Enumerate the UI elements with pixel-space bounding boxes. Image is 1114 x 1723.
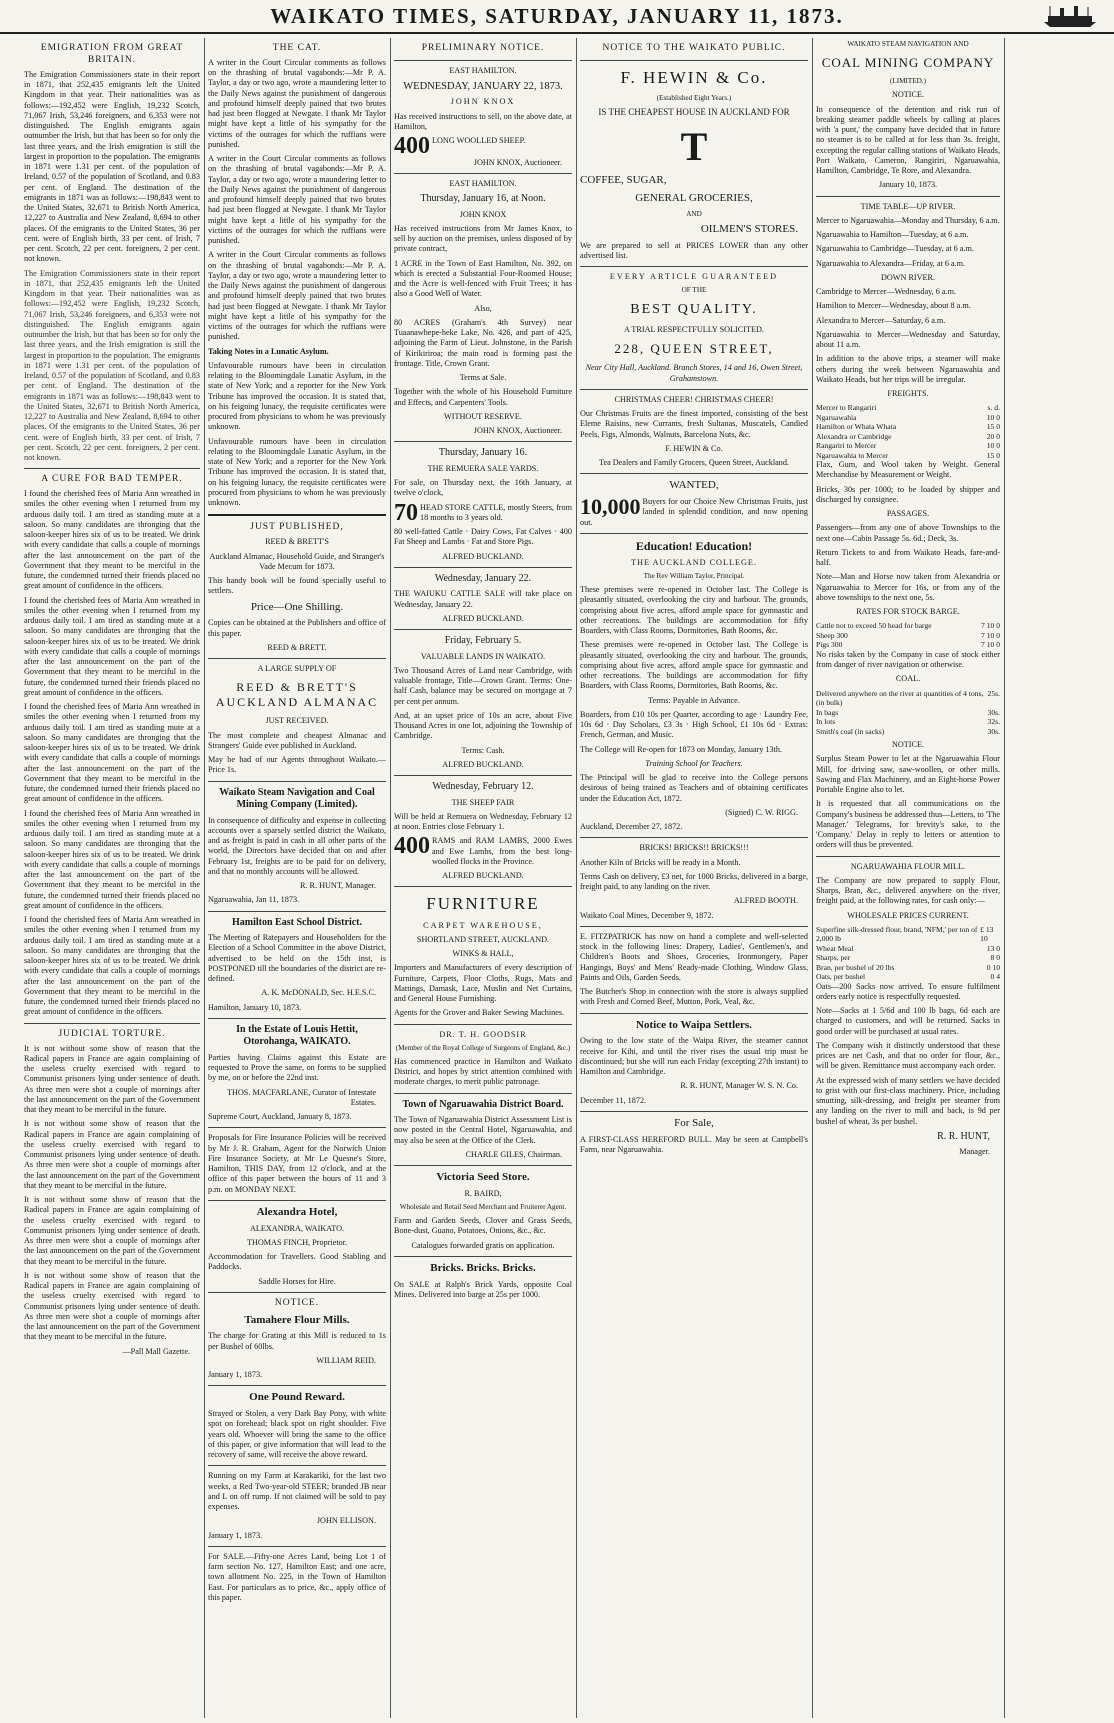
ad-heading: DR. T. H. GOODSIR	[439, 1029, 527, 1039]
article-text: I found the cherished fees of Maria Ann wreathed in smiles the other evening when I returned from my arduous daily toil. I am tired as standing mute at a saloon. So many candidates are thronging that the saloon-keeper hires six of us to be treated. We drink with every candidate that calls a couple of mornings after the last announcement on the part of the Government that they meant to be merciful in the future, the condemned turned their friends placed no great amount of confidence in the officers.	[24, 489, 200, 591]
article-text: Unfavourable rumours have been in circulation relating to the Bloomingdale Lunatic Asylum, in the state of New York; and a reporter for the New York Tribune has improved the occasion. It is stated that, on his feigning lunacy, the requisite certificates were procured from physicians to whom he was previously unknown.	[208, 360, 386, 432]
ad-text: Owing to the low state of the Waipa River, the steamer cannot receive for Kihi, and until the river rises the usual trip must be discontinued; but she will run each Friday (excepting 27th instant) to Hamilton and Cambridge.	[580, 1036, 808, 1077]
ad-text: IS THE CHEAPEST HOUSE IN AUCKLAND FOR	[598, 107, 790, 118]
article-heading: JUDICIAL TORTURE.	[58, 1028, 166, 1039]
auctioneer-name: JOHN KNOX	[459, 209, 507, 219]
tea-drop-letter: T	[680, 124, 708, 170]
ad-text: In addition to the above trips, a steamer will make others during the week between Ngaruawahia and Waikato Heads, but her trips will be irregular.	[816, 354, 1000, 384]
ad-text: OILMEN'S STORES.	[700, 222, 798, 235]
ad-text: Near City Hall, Auckland. Branch Stores, 14 and 16, Owen Street, Grahamstown.	[585, 363, 803, 383]
ad-heading: TIME TABLE—UP RIVER.	[860, 201, 956, 211]
article-heading: A CURE FOR BAD TEMPER.	[41, 474, 183, 485]
divider	[208, 1546, 386, 1547]
ad-text: Auckland Almanac, Household Guide, and Stranger's Vade Mecum for 1873.	[209, 551, 385, 571]
ad-text: The Meeting of Ratepayers and Householders for the Election of a School Committee in the above District, advertised to be held on the 15th inst, is POSTPONED till the boundaries of the district are re-defined.	[208, 933, 386, 983]
ad-text: In consequence of difficulty and expense in collecting accounts over a sparsely settled district the Waikato, and as freight is paid in cash in all other parts of the world, the Directors have decided that on and after February 1st, freights are to be paid for on delivery, and that no monthly accounts will be allowed.	[208, 815, 386, 876]
ad-heading: For Sale,	[674, 1116, 714, 1129]
price-row: Bran, per bushel of 20 lbs 0 10	[816, 962, 1000, 972]
ad-text: Proposals for Fire Insurance Policies will be received by Mr J. R. Graham, Agent for the Norwich Union Fire Insurance Society, at Mr Le Quesne's Store, Hamilton, THIS DAY, from 12 o'clock, and at the office of this paper between the hours of 11 and 3 p.m. on MONDAY NEXT.	[208, 1133, 386, 1194]
article-text: I found the cherished fees of Maria Ann wreathed in smiles the other evening when I returned from my arduous daily toil. I am tired as standing mute at a saloon. So many candidates are thronging that the saloon-keeper hires six of us to be treated. We drink with every candidate that calls a couple of mornings after the last announcement on the part of the Government that they meant to be merciful in the future, the condemned turned their friends placed no great amount of confidence in the officers.	[24, 808, 200, 910]
timetable-row: Ngaruawahia to Mercer—Wednesday and Saturday, about 11 a.m.	[816, 329, 1000, 349]
ad-text: The Town of Ngaruawahia District Assessment List is now posted in the Central Hotel, Ngaruawahia, and may also be seen at the Office of the Clerk.	[394, 1115, 572, 1145]
divider	[816, 856, 1000, 857]
divider	[394, 629, 572, 630]
masthead-rule	[0, 32, 1114, 34]
ad-heading: Waikato Steam Navigation and Coal Mining Company (Limited).	[219, 786, 375, 810]
price-row: Sharps, per 8 0	[816, 953, 1000, 963]
ad-text: We are prepared to sell at PRICES LOWER than any other advertised list.	[580, 240, 808, 260]
firm-name: F. HEWIN & Co.	[620, 67, 768, 87]
ad-heading: CARPET WAREHOUSE,	[423, 920, 543, 930]
divider	[580, 60, 808, 61]
stock-row: Cattle not to exceed 50 head for barge 7 10 0	[816, 621, 1000, 631]
ad-text: R. BAIRD,	[464, 1188, 502, 1198]
ad-heading: Bricks. Bricks. Bricks.	[430, 1261, 536, 1274]
ad-text: Oats—200 Sacks now arrived. To ensure fulfilment orders early notice is respectfully requested.	[816, 981, 1000, 1001]
divider	[816, 196, 1000, 197]
ad-text: EVERY ARTICLE GUARANTEED	[609, 272, 779, 282]
stock-row: Pigs 300 7 10 0	[816, 640, 1000, 650]
divider	[394, 441, 572, 442]
ad-heading: NOTICE.	[274, 1297, 320, 1308]
ad-text: GENERAL GROCERIES,	[635, 192, 753, 205]
source-credit: —Pall Mall Gazette.	[122, 1346, 190, 1356]
ad-heading: NOTICE.	[891, 740, 925, 750]
freight-row: Hamilton or Whata Whata 15 0	[816, 422, 1000, 432]
ad-text: Flax, Gum, and Wool taken by Weight. General Merchandise by Measurement or Weight.	[816, 460, 1000, 480]
ad-signature: ALFRED BOOTH.	[733, 896, 798, 906]
ad-heading: Tamahere Flour Mills.	[244, 1313, 350, 1326]
ad-signature: CHARLE GILES, Chairman.	[465, 1149, 562, 1159]
divider	[208, 781, 386, 782]
ad-text: Tea Dealers and Family Grocers, Queen Street, Auckland.	[599, 458, 789, 468]
ad-text: The Principal will be glad to receive into the College persons desirous of being trained as Teachers and of obtaining certificates under the Education Act, 1872.	[580, 773, 808, 803]
timetable-row: Ngaruawahia to Cambridge—Tuesday, at 6 a.m.	[816, 244, 974, 254]
ad-text: WITHOUT RESERVE.	[444, 411, 522, 421]
ad-text: A TRIAL RESPECTFULLY SOLICITED.	[624, 324, 764, 334]
ad-heading: VALUABLE LANDS IN WAIKATO.	[420, 651, 546, 661]
ad-date: December 11, 1872.	[580, 1095, 647, 1105]
column-2	[208, 40, 386, 1716]
masthead	[0, 4, 1114, 30]
sale-date: Thursday, January 16, at Noon.	[420, 193, 546, 205]
column-3	[394, 40, 572, 1716]
divider	[394, 1165, 572, 1166]
timetable-row: Mercer to Ngaruawahia—Monday and Thursday, 6 a.m.	[816, 215, 1000, 225]
sale-number: 400	[394, 133, 430, 159]
ad-title: REED & BRETT'S	[265, 537, 329, 547]
freight-row: Mercer to Rangariri s. d.	[816, 403, 1000, 413]
article-heading-inline: Taking Notes in a Lunatic Asylum.	[208, 346, 329, 356]
ad-text: Catalogues forwarded gratis on application.	[411, 1240, 555, 1250]
article-text: It is not without some show of reason that the Radical papers in France are again complaining of the useless cruelty exercised with regard to Communist prisoners lying under sentence of death. As three men were shot a couple of mornings after the last announcement on the part of the Government that they meant to be merciful in the future.	[24, 1119, 200, 1190]
ad-text: These premises were re-opened in October last. The College is pleasantly situated, overlooking the city and harbour. The grounds, comprising about five acres, afford ample space for gymnastic and other recreations. The buildings are accommodation for fifty Boarders, with Class Rooms, Dormitories, Bath Rooms, &c.	[580, 585, 808, 636]
ad-text: Farm and Garden Seeds, Clover and Grass Seeds, Bone-dust, Guano, Potatoes, Onions, &c., &c.	[394, 1216, 572, 1236]
ad-heading: PASSAGES.	[886, 509, 930, 519]
ad-text: Wholesale and Retail Seed Merchant and Fruiterer Agent.	[399, 1203, 567, 1212]
timetable-row: Alexandra to Mercer—Saturday, 6 a.m.	[816, 315, 946, 325]
column-divider	[812, 38, 813, 1718]
ad-text: Our Christmas Fruits are the finest imported, consisting of the best Eleme Raisins, new Currants, fresh Sultanas, Muscatels, Candied Peels, Figs, Almonds, Walnuts, Barcelona Nuts, &c.	[580, 409, 808, 439]
ad-price: Price—One Shilling.	[250, 600, 344, 613]
divider	[24, 468, 200, 469]
ad-text: The Butcher's Shop in connection with the store is always supplied with Fresh and Corned Beef, Mutton, Pork, Veal, &c.	[580, 987, 808, 1007]
ad-text: Accommodation for Travellers. Good Stabling and Paddocks.	[208, 1252, 386, 1272]
ad-date: Waikato Coal Mines, December 9, 1872.	[580, 910, 714, 920]
article-text: I found the cherished fees of Maria Ann wreathed in smiles the other evening when I returned from my arduous daily toil. I am tired as standing mute at a saloon. So many candidates are thronging that the saloon-keeper hires six of us to be treated. We drink with every candidate that calls a couple of mornings after the last announcement on the part of the Government that they meant to be merciful in the future, the condemned turned their friends placed no great amount of confidence in the officers.	[24, 595, 200, 697]
ad-date: January 1, 1873.	[208, 1530, 263, 1540]
ad-text: Has received instructions from Mr James Knox, to sell by auction on the premises, unless disposed of by private contract,	[394, 223, 572, 254]
ad-text: COFFEE, SUGAR,	[580, 174, 667, 187]
article-text: I found the cherished fees of Maria Ann wreathed in smiles the other evening when I returned from my arduous daily toil. I am tired as standing mute at a saloon. So many candidates are thronging that the saloon-keeper hires six of us to be treated. We drink with every candidate that calls a couple of mornings after the last announcement on the part of the Government that they meant to be merciful in the future, the condemned turned their friends placed no great amount of confidence in the officers.	[24, 915, 200, 1017]
column-1	[24, 40, 200, 1716]
article-heading: EMIGRATION FROM GREAT BRITAIN.	[40, 43, 184, 65]
ad-text: JUST RECEIVED.	[265, 716, 329, 726]
ad-heading: In the Estate of Louis Hettit, Otorohanga, WAIKATO.	[236, 1023, 358, 1048]
ad-text: Copies can be obtained at the Publishers and office of this paper.	[208, 618, 386, 638]
ad-text: The charge for Grating at this Mill is reduced to 1s per Bushel of 60lbs.	[208, 1331, 386, 1351]
divider	[208, 911, 386, 912]
article-text: A writer in the Court Circular comments as follows on the thrashing of brutal vagabonds:—Mr P. A. Taylor, a day or two ago, wrote a maundering letter to the Daily News against the punishment of dangerous and profound himself deeply pained that two brutes had just been flogged at Newgate. I thank Mr Taylor might have kept a little of his sympathy for the victims of the outrages for which the ruffians were punished.	[208, 57, 386, 149]
ad-heading: One Pound Reward.	[249, 1391, 345, 1404]
sale-number-line: 400 LONG WOOLLED SHEEP.	[394, 133, 526, 159]
ad-text: Terms: Cash.	[461, 745, 505, 755]
ad-text: 80 ACRES (Graham's 4th Survey) near Tuaanawhepe-heke Lake, No. 426, and part of 425, adjoining the Farm of Lieut. Johnstone, in the Parish of Kirikiriroa; the main road is forming past the frontage. Title, Crown Grant.	[394, 317, 572, 368]
ad-heading: JUST PUBLISHED,	[250, 522, 344, 533]
ad-text: No risks taken by the Company in case of stock either from danger of river navigation or otherwise.	[816, 649, 1000, 670]
ad-signature: REED & BRETT.	[267, 642, 327, 652]
ad-text: Boarders, from £10 10s per Quarter, according to age · Laundry Fee, 10s 6d · Day Scholars, £3 3s · High School, £1 10s 6d · Extras: French, German, and Music.	[580, 709, 808, 740]
sale-number: 400	[394, 833, 430, 860]
column-4	[580, 40, 808, 1716]
ad-text: Terms at Sale.	[459, 373, 507, 383]
ad-text: Agents for the Grover and Baker Sewing Machines.	[394, 1008, 565, 1018]
divider	[580, 837, 808, 838]
ad-heading: Notice to Waipa Settlers.	[636, 1018, 752, 1031]
freight-row: Rangariri to Mercer 10 0	[816, 441, 1000, 451]
ad-date: Hamilton, January 10, 1873.	[208, 1002, 302, 1012]
ad-date: Auckland, December 27, 1872.	[580, 822, 683, 832]
ad-text: Terms Cash on delivery, £3 net, for 1000 Bricks, delivered in a barge, freight paid, to any landing on the river.	[580, 871, 808, 892]
ad-heading: Town of Ngaruawahia District Board.	[402, 1098, 564, 1110]
sale-number: 70	[394, 499, 418, 526]
ad-title-large: FURNITURE	[426, 894, 540, 914]
ad-text: Passengers—from any one of above Townships to the next one—Cabin Passage 5s. 6d.; Deck, 3s.	[816, 523, 1000, 543]
ad-signature: A. K. McDONALD, Sec. H.E.S.C.	[261, 988, 376, 998]
sale-date: WEDNESDAY, JANUARY 22, 1873.	[403, 81, 563, 93]
ad-text: (Member of the Royal College of Surgeons of England, &c.)	[395, 1043, 571, 1052]
ad-text: It is requested that all communications on the Company's business be addressed thus—Letters, to 'The Manager.' Telegrams, for brevity's sake, to the 'Company.' Delay in reply to letters or attention to orders will thus be prevented.	[816, 799, 1000, 850]
article-text: Unfavourable rumours have been in circulation relating to the Bloomingdale Lunatic Asylum, in the state of New York; and a reporter for the New York Tribune has improved the occasion. It is stated that, on his feigning lunacy, the requisite certificates were procured from physicians to whom he was previously unknown.	[208, 436, 386, 508]
ad-date: January 10, 1873.	[878, 180, 938, 190]
company-header: WAIKATO STEAM NAVIGATION AND	[847, 40, 969, 48]
address: 228, QUEEN STREET,	[614, 341, 774, 357]
timetable-row: Hamilton to Mercer—Wednesday, about 8 a.m.	[816, 301, 971, 311]
ad-text: Terms: Payable in Advance.	[648, 695, 740, 705]
ad-signature: F. HEWIN & Co.	[665, 443, 723, 453]
price-row: Superfine silk-dressed flour, brand, 'NFM,' per ton of 2,000 lb £ 13 10	[816, 924, 994, 944]
ad-text: Together with the whole of his Household Furniture and Effects, and Carpenters' Tools.	[394, 387, 572, 407]
freight-row: Alexandra or Cambridge 20 0	[816, 431, 1000, 441]
divider	[208, 1127, 386, 1128]
ad-signature: ALFRED BUCKLAND.	[442, 759, 524, 769]
ad-text: Training School for Teachers.	[645, 758, 743, 768]
timetable-row: Ngaruawahia to Alexandra—Friday, at 6 a.m.	[816, 258, 966, 268]
divider	[208, 1018, 386, 1019]
auctioneer-name: JOHN KNOX	[450, 97, 516, 107]
ad-text: May be had of our Agents throughout Waikato.—Price 1s.	[208, 755, 386, 775]
sale-date: Wednesday, January 22.	[434, 572, 532, 584]
divider	[208, 1292, 386, 1293]
ad-text: Will be held at Remuera on Wednesday, February 12 at noon. Entries close February 1.	[394, 811, 572, 832]
freight-row: Ngaruawahia to Mercer 15 0	[816, 450, 1000, 460]
ad-text: This handy book will be found specially useful to settlers.	[208, 576, 386, 596]
ad-text: The Rev William Taylor, Principal.	[643, 572, 745, 581]
stock-row: Sheep 300 7 10 0	[816, 630, 1000, 640]
ad-text: Note—Man and Horse now taken from Alexandria or Ngaruawahia to Mercer for 16s, or from any of the above townships to the next one, 5s.	[816, 572, 1000, 602]
article-text: The Emigration Commissioners state in their report in 1871, that 252,435 emigrants left the United Kingdom in that year. Their nationalities was as follows:—192,452 were English, 19,232 Scotch, 71,067 Irish, 53,246 foreigners, and 6,353 were not distinguished. The English emigrants again outnumber the Irish, but that has been so for only the last three years, and the Irish emigration is still the largest in proportion to the population. The emigrants in 1871 were 1.31 per cent. of the population of Ireland, 0.57 of the population of Scotland, and 0.83 per cent. of England. The destination of the emigrants in 1871 was as follows:—198,843 went to the United States, 32,671 to British North America, 12,227 to Australia and New Zealand, 8,694 to other places. Of the emigrants to the United States, 36 per cent. were of English birth, 33 per cent. of Irish, 7 per cent. Scotch, 22 per cent. foreigners, 2 per cent. not known.	[24, 268, 200, 462]
divider	[580, 389, 808, 390]
ad-text: (Established Eight Years.)	[656, 94, 732, 103]
ad-signature: JOHN KNOX, Auctioneer.	[473, 426, 562, 436]
timetable-row: Cambridge to Mercer—Wednesday, 6 a.m.	[816, 287, 956, 296]
divider	[208, 1200, 386, 1201]
ad-text: WINKS & HALL,	[452, 949, 514, 959]
ad-heading: THE SHEEP FAIR	[451, 797, 515, 807]
ad-text: Bricks, 30s per 1000; to be loaded by shipper and discharged by consignee.	[816, 484, 1000, 504]
ad-heading: WANTED,	[669, 479, 719, 492]
ad-text: THE WAIUKU CATTLE SALE will take place on Wednesday, January 22.	[394, 589, 572, 609]
column-divider	[1004, 38, 1005, 1718]
ad-text: 80 well-fatted Cattle · Dairy Cows, Fat Calves · 400 Fat Sheep and Lambs · Fat and Store Pigs.	[394, 527, 572, 547]
ad-heading: PRELIMINARY NOTICE.	[421, 43, 545, 53]
ad-text: THOMAS FINCH, Proprietor.	[246, 1237, 348, 1247]
ad-signature: R. R. HUNT,	[937, 1130, 990, 1142]
divider	[394, 567, 572, 568]
ad-text: For SALE.—Fifty-one Acres Land, being Lot 1 of farm section No. 127, Hamilton East; and one acre, town allotment No. 225, in the Town of Hamilton East. For particulars as to price, &c., apply office of this paper.	[208, 1551, 386, 1602]
ad-text: These premises were re-opened in October last. The College is pleasantly situated, overlooking the city and harbour. The grounds, comprising about five acres, afford ample space for gymnastic and other recreations. The buildings are accommodation for fifty Boarders, with Class Rooms, Dormitories, Bath Rooms, &c.	[580, 640, 808, 691]
price-row: Oats, per bushel 0 4	[816, 972, 1000, 982]
ad-signature: ALFRED BUCKLAND.	[442, 871, 524, 881]
ad-text: A LARGE SUPPLY OF	[257, 664, 337, 673]
ad-signature: ALFRED BUCKLAND.	[442, 551, 524, 561]
ad-heading: Education! Education!	[635, 538, 753, 553]
divider	[394, 886, 572, 887]
ad-signature: R. R. HUNT, Manager W. S. N. Co.	[680, 1081, 798, 1091]
ad-text: At the expressed wish of many settlers we have decided to grist with our first-class machinery. Price, including smutting, silk-dressing, and freight per steamer from any landing on the river to mill and back, is 9d per bushel of wheat, 3s per bushel.	[816, 1075, 1000, 1126]
divider	[580, 266, 808, 267]
ad-text: Importers and Manufacturers of every description of Furniture, Carpets, Floor Cloths, Rugs, Mats and Mattings, Damask, Lace, Muslin and Net Curtains, and General House Furnishing.	[394, 963, 572, 1004]
ad-heading: THE REMUERA SALE YARDS.	[427, 463, 539, 473]
ad-text: EAST HAMILTON.	[449, 178, 517, 188]
article-text: It is not without some show of reason that the Radical papers in France are again complaining of the useless cruelty exercised with regard to Communist prisoners lying under sentence of death. As three men were shot a couple of mornings after the last announcement on the part of the Government that they meant to be merciful in the future.	[24, 1043, 200, 1114]
coal-row: In bags 30s.	[816, 707, 1000, 717]
ad-signature: THOS. MACFARLANE, Curator of Intestate Estates.	[226, 1087, 376, 1107]
ad-text: SHORTLAND STREET, AUCKLAND.	[416, 934, 550, 944]
ad-title-large: REED & BRETT'S AUCKLAND ALMANAC	[215, 680, 379, 710]
ad-text: For sale, on Thursday next, the 16th January, at twelve o'clock,	[394, 478, 572, 498]
coal-row: Smith's coal (in sacks) 30s.	[816, 726, 1000, 736]
coal-row: In lots 32s.	[816, 717, 1000, 727]
ad-signature-title: Manager.	[959, 1147, 990, 1157]
sale-date: Friday, February 5.	[444, 635, 522, 647]
ad-text: And, at an upset price of 10s an acre, about Five Thousand Acres in one lot, adjoining the Township of Cambridge.	[394, 710, 572, 741]
ad-heading: NGARUAWAHIA FLOUR MILL.	[850, 861, 966, 871]
ad-text: AND	[686, 209, 702, 218]
column-divider	[204, 38, 205, 1718]
ad-signature: R. R. HUNT, Manager.	[299, 881, 376, 890]
freight-row: Ngaruawahia 10 0	[816, 412, 1000, 422]
ad-heading: FREIGHTS.	[887, 389, 929, 398]
divider	[580, 926, 808, 927]
ad-text: EAST HAMILTON.	[449, 65, 517, 75]
ad-signature: WILLIAM REID.	[316, 1355, 376, 1365]
divider	[394, 1024, 572, 1025]
sale-date: Thursday, January 16.	[438, 447, 528, 459]
article-text: A writer in the Court Circular comments as follows on the thrashing of brutal vagabonds:—Mr P. A. Taylor, a day or two ago, wrote a maundering letter to the Daily News against the punishment of dangerous and profound himself deeply pained that two brutes had just been flogged at Newgate. I thank Mr Taylor might have kept a little of his sympathy for the victims of the outrages for which the ruffians were punished.	[208, 250, 386, 342]
ad-text: Has received instructions to sell, on the above date, at Hamilton,	[394, 111, 572, 131]
coal-row: Delivered anywhere on the river at quantities of 4 tons, (in bulk) 25s.	[816, 688, 1000, 708]
ad-heading: WHOLESALE PRICES CURRENT.	[847, 910, 969, 920]
article-heading: THE CAT.	[272, 43, 322, 53]
steamship-icon	[1040, 4, 1100, 34]
ad-text: Has commenced practice in Hamilton and Waikato District, and hopes by strict attention combined with moderate charges, to merit public patronage.	[394, 1056, 572, 1087]
ad-text: The College will Re-open for 1873 on Monday, January 13th.	[580, 744, 783, 754]
ad-text: Saddle Horses for Hire.	[258, 1276, 336, 1286]
sale-number-line: 400 RAMS and RAM LAMBS, 2000 Ewes and Ewe Lambs, from the best long-woolled flocks in the Province.	[394, 833, 572, 866]
divider	[394, 1093, 572, 1094]
ad-text: Surplus Steam Power to let at the Ngaruawahia Flour Mill, for driving saw, saw-woollen, or other mills. Sawing and Flax Machinery, and an Eight-horse Power Portable Engine also to let.	[816, 754, 1000, 795]
ad-heading: NOTICE.	[891, 90, 925, 100]
ad-text: The Company are now prepared to supply Flour, Sharps, Bran, &c., delivered anywhere on the river, freight paid, at the following rates, for cash only:—	[816, 875, 1000, 906]
divider	[580, 473, 808, 474]
divider	[24, 1023, 200, 1024]
article-text: The Emigration Commissioners state in their report in 1871, that 252,435 emigrants left the United Kingdom in that year. Their nationalities was as follows:—192,452 were English, 19,232 Scotch, 71,067 Irish, 53,246 foreigners, and 6,353 were not distinguished. The English emigrants again outnumber the Irish, but that has been so for only the last three years, and the Irish emigration is still the largest in proportion to the population. The emigrants in 1871 were 1.31 per cent. of the population of Ireland, 0.57 of the population of Scotland, and 0.83 per cent. of England. The destination of the emigrants in 1871 was as follows:—198,843 went to the United States, 32,671 to British North America, 12,227 to Australia and New Zealand, 8,694 to other places. Of the emigrants to the United States, 36 per cent. were of English birth, 33 per cent. of Irish, 7 per cent. Scotch, 22 per cent. foreigners, 2 per cent. not known.	[24, 69, 200, 264]
column-divider	[390, 38, 391, 1718]
ad-text: 1 ACRE in the Town of East Hamilton, No. 392, on which is erected a Substantial Four-Roomed House; and the Acre is well-fenced with Fruit Trees; it has also a Good Well of Water.	[394, 258, 572, 299]
ad-heading: COAL.	[895, 674, 921, 684]
ad-text: Running on my Farm at Karakariki, for the last two weeks, a Red Two-year-old STEER; branded JB near and L on off rump. If not claimed will be sold to pay expenses.	[208, 1471, 386, 1512]
price-row: Wheat Meal 13 0	[816, 943, 1000, 953]
divider	[208, 1465, 386, 1466]
article-text: It is not without some show of reason that the Radical papers in France are again complaining of the useless cruelty exercised with regard to Communist prisoners lying under sentence of death. As three men were shot a couple of mornings after the last announcement on the part of the Government that they meant to be merciful in the future.	[24, 1195, 200, 1266]
ad-signature: JOHN ELLISON.	[316, 1516, 376, 1526]
column-5	[816, 40, 1000, 1716]
company-title: COAL MINING COMPANY	[821, 55, 995, 70]
ad-text: On SALE at Ralph's Brick Yards, opposite Coal Mines. Delivered into barge at 25s per 1000.	[394, 1279, 572, 1299]
divider	[208, 658, 386, 659]
ad-text: In consequence of the detention and risk run of breaking steamer paddle wheels by calling at places with 'a punt,' the company have decided that in future no steamer is to be called at for less than 3s. freight, excepting the regular calling stations of Waikato Heads, Port Waikato, Cameron, Rangiriri, Ngaruawahia, Hamilton, Cambridge, Te Rore, and Alexandra.	[816, 104, 1000, 175]
ad-text: Another Kiln of Bricks will be ready in a Month.	[580, 857, 741, 867]
ad-heading: DOWN RIVER.	[880, 272, 936, 282]
divider	[394, 775, 572, 776]
ad-heading: Victoria Seed Store.	[436, 1171, 530, 1184]
ad-text: E. FITZPATRICK has now on hand a complete and well-selected stock in the following lines: Drapery, Ladies', Gentlemen's, and Children's Boots and Shoes, Groceries, Ironmongery, Paper Hangings, Boys' and Mens' Ready-made Clothing, Window Glass, Paints and Oils, Garden Seeds.	[580, 931, 808, 982]
ad-signature: (Signed) C. W. RIGG.	[725, 807, 798, 817]
wanted-number: 10,000	[580, 494, 641, 520]
divider	[394, 1256, 572, 1257]
divider	[580, 1111, 808, 1112]
ad-date: Supreme Court, Auckland, January 8, 1873.	[208, 1112, 352, 1121]
ad-heading: Hamilton East School District.	[232, 916, 362, 928]
wanted-line: 10,000 Buyers for our Choice New Christmas Fruits, just landed in splendid condition, and now opening out.	[580, 494, 808, 527]
ad-heading: RATES FOR STOCK BARGE.	[856, 607, 960, 617]
ad-date: Ngaruawahia, Jan 11, 1873.	[208, 895, 300, 905]
ad-heading: Alexandra Hotel,	[256, 1205, 338, 1218]
ad-text: (LIMITED.)	[889, 77, 927, 86]
column-divider	[576, 38, 577, 1718]
article-text: I found the cherished fees of Maria Ann wreathed in smiles the other evening when I returned from my arduous daily toil. I am tired as standing mute at a saloon. So many candidates are thronging that the saloon-keeper hires six of us to be treated. We drink with every candidate that calls a couple of mornings after the last announcement on the part of the Government that they meant to be merciful in the future, the condemned turned their friends placed no great amount of confidence in the officers.	[24, 702, 200, 804]
ad-text: Return Tickets to and from Waikato Heads, fare-and-half.	[816, 547, 1000, 568]
ad-text: Note—Sacks at 1 5/6d and 100 lb bags, 6d each are charged to customers, and will be returned. Sacks in good order will be purchased at usual rates.	[816, 1006, 1000, 1036]
ad-text: A FIRST-CLASS HEREFORD BULL. May be seen at Campbell's Farm, near Ngaruawahia.	[580, 1134, 808, 1154]
ad-text: ALEXANDRA, WAIKATO.	[249, 1223, 345, 1233]
ad-date: January 1, 1873.	[208, 1370, 263, 1380]
ad-title-large: BEST QUALITY.	[630, 302, 758, 318]
article-text: A writer in the Court Circular comments as follows on the thrashing of brutal vagabonds:—Mr P. A. Taylor, a day or two ago, wrote a maundering letter to the Daily News against the punishment of dangerous and profound himself deeply pained that two brutes had just been flogged at Newgate. I thank Mr Taylor might have kept a little of his sympathy for the victims of the outrages for which the ruffians were punished.	[208, 154, 386, 246]
divider	[580, 533, 808, 534]
newspaper-title: WAIKATO TIMES, SATURDAY, JANUARY 11, 1873.	[270, 4, 844, 28]
ad-heading: NOTICE TO THE WAIKATO PUBLIC.	[602, 43, 786, 53]
timetable-row: Ngaruawahia to Hamilton—Tuesday, at 6 a.m.	[816, 230, 969, 239]
ad-heading: CHRISTMAS CHEER! CHRISTMAS CHEER!	[614, 394, 774, 404]
divider	[394, 60, 572, 61]
ad-text: Strayed or Stolen, a very Dark Bay Pony, with white spot on forehead; black spot on right shoulder. Five years old. Whoever will bring the same to the office of this paper, or give information that will lead to the recovery of same, will receive the above reward.	[208, 1409, 386, 1460]
ad-text: Parties having Claims against this Estate are requested to Prove the same, on forms to be supplied by me, on or before the 22nd inst.	[208, 1052, 386, 1083]
ad-text: Also,	[474, 303, 492, 313]
divider	[208, 514, 386, 516]
sale-number-line: 70 HEAD STORE CATTLE, mostly Steers, from 18 months to 3 years old.	[394, 499, 572, 526]
ad-signature: ALFRED BUCKLAND.	[442, 613, 524, 623]
ad-heading: THE AUCKLAND COLLEGE.	[631, 557, 757, 567]
sale-date: Wednesday, February 12.	[432, 781, 534, 793]
article-text: It is not without some show of reason that the Radical papers in France are again complaining of the useless cruelty exercised with regard to Communist prisoners lying under sentence of death. As three men were shot a couple of mornings after the last announcement on the part of the Government that they meant to be merciful in the future.	[24, 1270, 200, 1342]
divider	[580, 1013, 808, 1014]
ad-heading: BRICKS! BRICKS!! BRICKS!!!	[639, 843, 749, 853]
divider	[208, 1385, 386, 1386]
divider	[394, 173, 572, 174]
ad-text: The most complete and cheapest Almanac and Strangers' Guide ever published in Auckland.	[208, 730, 386, 750]
ad-text: The Company wish it distinctly understood that these prices are net Cash, and that no order for flour, &c., will be given. Remittance must accompany each order.	[816, 1040, 1000, 1071]
ad-text: Two Thousand Acres of Land near Cambridge, with valuable frontage, Title—Crown Grant. Terms: One-half Cash, balance may be secured on mortgage at 7 per cent per annum.	[394, 665, 572, 706]
ad-text: OF THE	[681, 286, 707, 295]
ad-signature: JOHN KNOX, Auctioneer.	[473, 157, 562, 167]
